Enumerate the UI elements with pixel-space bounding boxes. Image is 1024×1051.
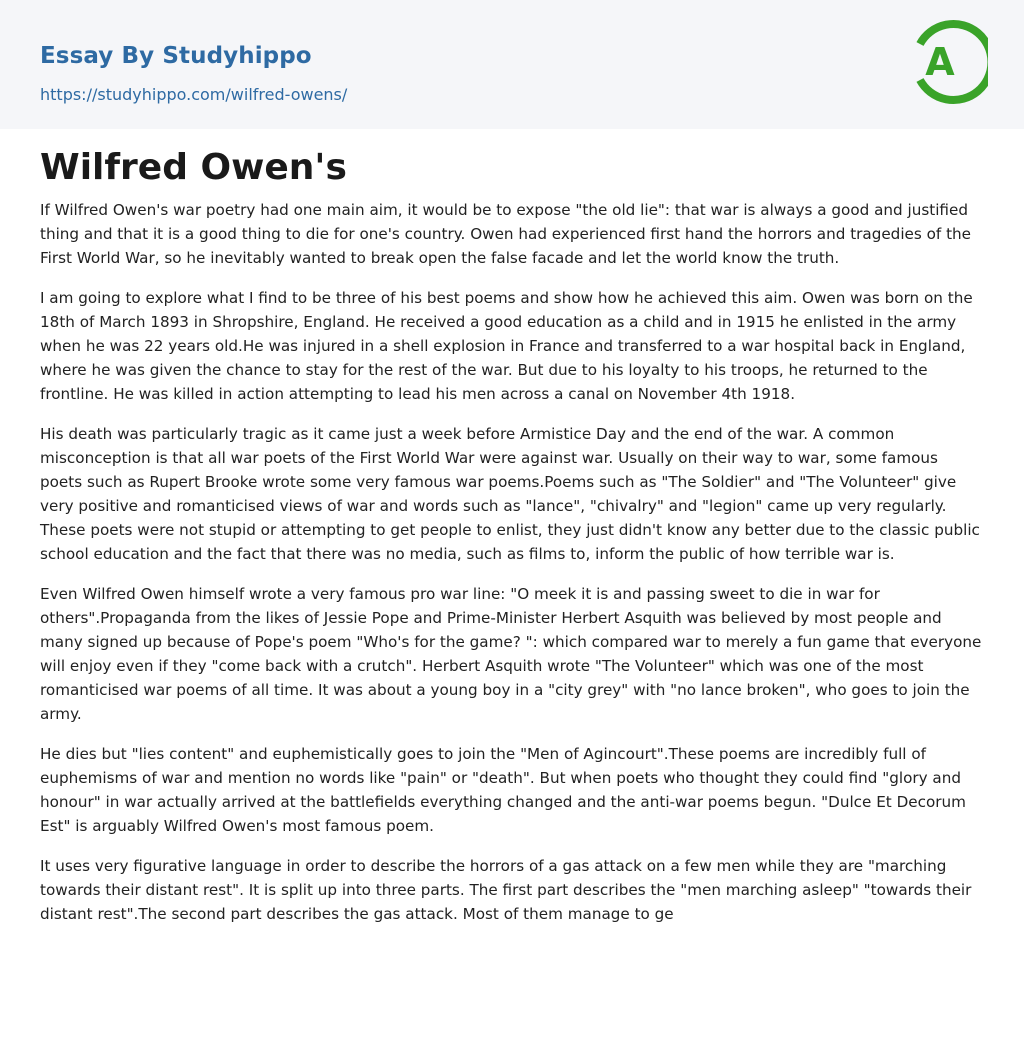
essay-paragraph: It uses very figurative language in order to describe the horrors of a gas attack on a few men while they are "marching towards their distant rest". It is split up into three parts. The first part describes the "men marching asleep" "towards their distant rest".The second part describes the gas attack. Most of them manage to ge (40, 857, 972, 923)
studyhippo-logo-icon[interactable] (912, 18, 988, 106)
essay-title: Wilfred Owen's (40, 147, 347, 188)
site-header (0, 0, 1024, 129)
logo-letter: A (925, 40, 955, 84)
essay-paragraph: If Wilfred Owen's war poetry had one main aim, it would be to expose "the old lie": that war is always a good and justified thing and that it is a good thing to die for one's country. Owen had experienced first hand the horrors and tragedies of the First World War, so he inevitably wanted to break open the false facade and let the world know the truth. (40, 201, 972, 267)
source-url-link[interactable]: https://studyhippo.com/wilfred-owens/ (40, 85, 348, 104)
brand-title[interactable]: Essay By Studyhippo (40, 43, 312, 69)
essay-paragraph: He dies but "lies content" and euphemistically goes to join the "Men of Agincourt".These poems are incredibly full of euphemisms of war and mention no words like "pain" or "death". But when poets who thought they could find "glory and honour" in war actually arrived at the battlefields everything changed and the anti-war poems begun. "Dulce Et Decorum Est" is arguably Wilfred Owen's most famous poem. (40, 745, 966, 835)
essay-paragraph: His death was particularly tragic as it came just a week before Armistice Day and the end of the war. A common misconception is that all war poets of the First World War were against war. Usually on their way to war, some famous poets such as Rupert Brooke wrote some very famous war poems.Poems such as "The Soldier" and "The Volunteer" give very positive and romanticised views of war and words such as "lance", "chivalry" and "legion" came up very regularly. These poets were not stupid or attempting to get people to enlist, they just didn't know any better due to the classic public school education and the fact that there was no media, such as films to, inform the public of how terrible war is. (40, 425, 980, 563)
essay-paragraph: Even Wilfred Owen himself wrote a very famous pro war line: "O meek it is and passing sweet to die in war for others".Propaganda from the likes of Jessie Pope and Prime-Minister Herbert Asquith was believed by most people and many signed up because of Pope's poem "Who's for the game? ": which compared war to merely a fun game that everyone will enjoy even if they "come back with a crutch". Herbert Asquith wrote "The Volunteer" which was one of the most romanticised war poems of all time. It was about a young boy in a "city grey" with "no lance broken", who goes to join the army. (40, 585, 982, 723)
essay-content (40, 146, 984, 942)
essay-paragraph: I am going to explore what I find to be three of his best poems and show how he achieved this aim. Owen was born on the 18th of March 1893 in Shropshire, England. He received a good education as a child and in 1915 he enlisted in the army when he was 22 years old.He was injured in a shell explosion in France and transferred to a war hospital back in England, where he was given the chance to stay for the rest of the war. But due to his loyalty to his troops, he returned to the frontline. He was killed in action attempting to lead his men across a canal on November 4th 1918. (40, 289, 973, 403)
